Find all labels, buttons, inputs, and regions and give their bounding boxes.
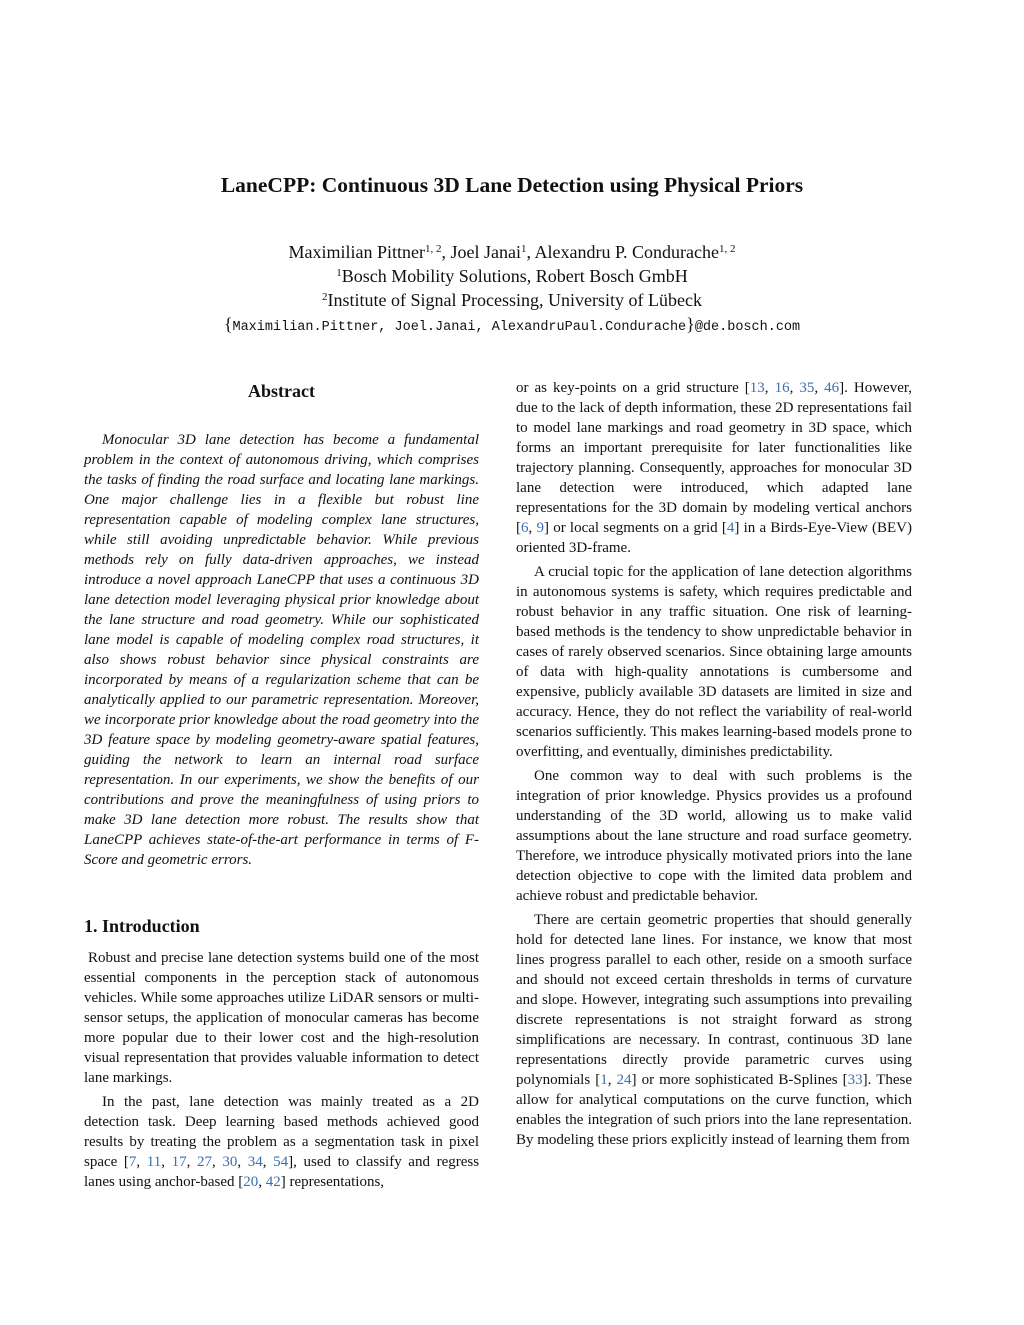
affil-mark: 1 [336, 267, 342, 279]
affiliation-2 [0, 288, 1024, 312]
author-affil-mark: 1, 2 [718, 243, 736, 255]
citation-link[interactable]: 6 [521, 520, 529, 536]
text-run: ] representations, [280, 1174, 385, 1190]
author-name: Maximilian Pittner [288, 242, 426, 262]
paper-title: LaneCPP: Continuous 3D Lane Detection using Physical Priors [220, 173, 804, 197]
citation-link[interactable]: 16 [774, 380, 790, 396]
citation-link[interactable]: 34 [247, 1154, 263, 1170]
citation-link[interactable]: 13 [749, 380, 765, 396]
abstract-text: Monocular 3D lane detection has become a fundamental problem in the context of autonomous driving, which comprises the tasks of finding the road surface and locating lane markings. One major challenge lies in a flexible but robust line representation capable of modeling complex lane structures, while still avoiding unpredictable behavior. While previous methods rely on fully data-driven approaches, we instead introduce a novel approach LaneCPP that uses a continuous 3D lane detection model leveraging physical prior knowledge about the lane structure and road geometry. While our sophisticated lane model is capable of modeling complex road structures, it also shows robust behavior since physical constraints are incorporated by means of a regularization scheme that can be analytically applied to our parametric representation. Moreover, we incorporate prior knowledge about the road geometry into the 3D feature space by modeling geometry-aware spatial features, guiding the network to learn an internal road surface representation. In our experiments, we show the benefits of our contributions and prove the meaningfulness of using priors to make 3D lane detection more robust. The results show that LaneCPP achieves state-of-the-art performance in terms of F-Score and geometric errors. [84, 432, 479, 868]
author-affil-mark: 1 [521, 243, 527, 255]
citation-link[interactable]: 27 [197, 1154, 212, 1170]
abstract-heading: Abstract [248, 381, 315, 401]
author-separator: , [441, 242, 451, 262]
citation-link[interactable]: 20 [243, 1174, 259, 1190]
text-run: or as key-points on a grid structure [ [516, 380, 750, 396]
text-run: There are certain geometric properties that should generally hold for detected lane lines. For instance, we know that most lines progress parallel to each other, reside on a smooth surface and should not exceed certain thresholds in terms of curvature and slope. However, integrating such assumptions into prevailing discrete representations is not straight forward as strong simplifications are necessary. In contrast, continuous 3D lane representations directly provide parametric curves using polynomials [ [516, 912, 912, 1088]
citation-link[interactable]: 46 [824, 380, 840, 396]
text-run: ] or local segments on a grid [ [543, 520, 727, 536]
affil-text: Institute of Signal Processing, University of Lübeck [327, 290, 702, 310]
author-affil-mark: 1, 2 [425, 243, 442, 255]
author-block [0, 240, 1024, 340]
text-run: ]. However, due to the lack of depth information, these 2D representations fail to model lane markings and road geometry in 3D space, which forms an important prerequisite for later functionalities like trajectory planning. Consequently, approaches for monocular 3D lane detection were introduced, which adapted lane representations for the 3D domain by modeling vertical anchors [ [516, 380, 913, 536]
text-run: ]. These allow for analytical computations on the curve function, which enables the integration of such priors into the lane representation. By modeling these priors explicitly instead of learning them from [516, 1072, 913, 1148]
email-domain: @de.bosch.com [694, 320, 801, 335]
citation-link[interactable]: 17 [171, 1154, 187, 1170]
citation-link[interactable]: 30 [222, 1154, 238, 1170]
text-run: ] or more sophisticated B-Splines [ [631, 1072, 848, 1088]
affiliation-1 [0, 264, 1024, 288]
citation-link[interactable]: 24 [616, 1072, 632, 1088]
intro-paragraph-3: or as key-points on a grid structure [13, 16, 35, 46]. However, due to the lack of depth information, these 2D representations fail to model lane markings and road geometry in 3D space, which forms an important prerequisite for later functionalities like trajectory planning. Consequently, approaches for monocular 3D lane detection were introduced, which adapted lane representations for the 3D domain by modeling vertical anchors [6, 9] or local segments on a grid [4] in a Birds-Eye-View (BEV) oriented 3D-frame. [516, 380, 913, 556]
intro-paragraph-4: A crucial topic for the application of lane detection algorithms in autonomous systems is safety, which requires predictable and robust behavior in any traffic situation. One risk of learning-based methods is the tendency to show unpredictable behavior in cases of rarely observed scenarios. Since obtaining large amounts of data with high-quality annotations is cumbersome and expensive, publicly available 3D datasets are limited in size and accuracy. Hence, they do not reflect the variability of real-world scenarios sufficiently. This makes learning-based models prone to overfitting, and eventually, diminishes predictability. [516, 564, 912, 760]
citation-link[interactable]: 7 [128, 1154, 137, 1170]
affil-mark: 2 [322, 291, 328, 303]
intro-paragraph-6: There are certain geometric properties that should generally hold for detected lane lines. For instance, we know that most lines progress parallel to each other, reside on a smooth surface and should not exceed certain thresholds in terms of curvature and slope. However, integrating such assumptions into prevailing discrete representations is not straight forward as strong simplifications are necessary. In contrast, continuous 3D lane representations directly provide parametric curves using polynomials [1, 24] or more sophisticated B-Splines [33]. These allow for analytical computations on the curve function, which enables the integration of such priors into the lane representation. By modeling these priors explicitly instead of learning them from [516, 912, 913, 1148]
citation-link[interactable]: 11 [146, 1154, 162, 1170]
intro-paragraph-2: In the past, lane detection was mainly treated as a 2D detection task. Deep learning based methods achieved good results by treating the problem as a segmentation task in pixel space [7, 11, 17, 27, 30, 34, 54], used to classify and regress lanes using anchor-based [20, 42] representations, [84, 1094, 480, 1190]
right-column [516, 378, 912, 1154]
intro-paragraph-5: One common way to deal with such problems is the integration of prior knowledge. Physics provides us a profound understanding of the 3D world, allowing us to make valid assumptions about the lane structure and road surface geometry. Therefore, we introduce physically motivated priors into the lane detection objective to cope with the limited data problem and achieve robust and predictable behavior. [516, 768, 912, 904]
author-list [0, 240, 1024, 264]
intro-paragraph-1: Robust and precise lane detection systems build one of the most essential components in the perception stack of autonomous vehicles. While some approaches utilize LiDAR sensors or multi-sensor setups, the application of monocular cameras has become more popular due to their lower cost and the high-resolution visual representation that provides valuable information to detect lane markings. [84, 950, 479, 1086]
citation-link[interactable]: 1 [600, 1072, 608, 1088]
affil-text: Bosch Mobility Solutions, Robert Bosch GmbH [341, 266, 688, 286]
text-run: ], used to classify and regress lanes using anchor-based [ [84, 1154, 480, 1190]
author-name: Joel Janai [450, 242, 521, 262]
author-emails [0, 312, 1024, 340]
introduction-heading: 1. Introduction [84, 916, 200, 936]
left-column [84, 378, 479, 1196]
citation-link[interactable]: 54 [273, 1154, 289, 1170]
text-run: In the past, lane detection was mainly treated as a 2D detection task. Deep learning based methods achieved good results by treating the problem as a segmentation task in pixel space [ [84, 1094, 479, 1170]
citation-link[interactable]: 33 [847, 1072, 863, 1088]
citation-link[interactable]: 9 [536, 520, 544, 536]
email-names: Maximilian.Pittner, Joel.Janai, AlexandruPaul.Condurache [232, 320, 687, 335]
citation-link[interactable]: 42 [265, 1174, 281, 1190]
citation-link[interactable]: 35 [799, 380, 815, 396]
author-separator: , [526, 242, 535, 262]
email-open-brace: { [223, 314, 233, 334]
email-close-brace: } [686, 314, 695, 334]
citation-link[interactable]: 4 [726, 520, 735, 536]
author-name: Alexandru P. Condurache [534, 242, 719, 262]
text-run: ] in a Birds-Eye-View (BEV) oriented 3D-frame. [516, 520, 913, 556]
